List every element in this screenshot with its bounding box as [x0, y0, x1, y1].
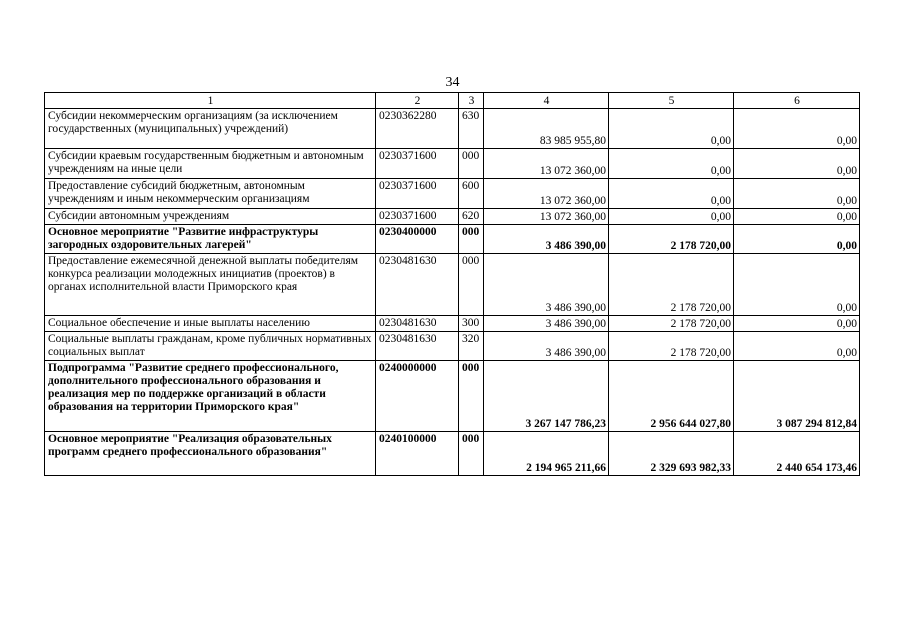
row-value-5-cell: 2 956 644 027,80 [609, 361, 734, 432]
column-header: 4 [484, 93, 609, 109]
row-value-4-cell: 2 194 965 211,66 [484, 432, 609, 476]
row-value-6-cell: 0,00 [734, 149, 860, 179]
row-code-cell: 0230371600 [376, 149, 459, 179]
row-type-cell: 000 [459, 361, 484, 432]
row-value-5-cell: 2 178 720,00 [609, 225, 734, 254]
table-header-row [45, 93, 860, 109]
row-code-cell: 0230400000 [376, 225, 459, 254]
column-header: 3 [459, 93, 484, 109]
row-value-5-cell: 2 329 693 982,33 [609, 432, 734, 476]
row-value-5-cell: 0,00 [609, 179, 734, 209]
row-value-6-cell: 0,00 [734, 332, 860, 361]
row-value-5-cell: 2 178 720,00 [609, 316, 734, 332]
row-name-cell: Социальное обеспечение и иные выплаты населению [45, 316, 376, 332]
table-row [45, 209, 860, 225]
row-type-cell: 300 [459, 316, 484, 332]
row-name-cell: Основное мероприятие "Развитие инфраструктуры загородных оздоровительных лагерей" [45, 225, 376, 254]
row-code-cell: 0230481630 [376, 316, 459, 332]
table-row [45, 316, 860, 332]
row-value-5-cell: 0,00 [609, 109, 734, 149]
row-code-cell: 0240000000 [376, 361, 459, 432]
table-row [45, 149, 860, 179]
row-value-4-cell: 3 486 390,00 [484, 254, 609, 316]
row-value-5-cell: 0,00 [609, 149, 734, 179]
row-code-cell: 0230371600 [376, 209, 459, 225]
table-row [45, 432, 860, 476]
row-code-cell: 0230362280 [376, 109, 459, 149]
row-value-6-cell: 0,00 [734, 179, 860, 209]
row-name-cell: Основное мероприятие "Реализация образовательных программ среднего профессионального образования" [45, 432, 376, 476]
row-value-4-cell: 3 486 390,00 [484, 332, 609, 361]
row-type-cell: 320 [459, 332, 484, 361]
row-value-4-cell: 83 985 955,80 [484, 109, 609, 149]
row-value-5-cell: 2 178 720,00 [609, 332, 734, 361]
column-header: 5 [609, 93, 734, 109]
row-value-6-cell: 0,00 [734, 225, 860, 254]
row-type-cell: 000 [459, 254, 484, 316]
row-name-cell: Подпрограмма "Развитие среднего профессионального, дополнительного профессионального образования и реализация мер по поддержке организаций в области образования на территории Приморского края" [45, 361, 376, 432]
row-value-4-cell: 3 267 147 786,23 [484, 361, 609, 432]
row-value-6-cell: 0,00 [734, 209, 860, 225]
row-value-6-cell: 0,00 [734, 254, 860, 316]
row-value-6-cell: 0,00 [734, 109, 860, 149]
row-type-cell: 630 [459, 109, 484, 149]
row-code-cell: 0230481630 [376, 254, 459, 316]
row-value-4-cell: 3 486 390,00 [484, 316, 609, 332]
row-value-4-cell: 13 072 360,00 [484, 149, 609, 179]
row-value-6-cell: 0,00 [734, 316, 860, 332]
row-type-cell: 000 [459, 432, 484, 476]
row-name-cell: Предоставление ежемесячной денежной выплаты победителям конкурса реализации молодежных инициатив (проектов) в органах исполнительной власти Приморского края [45, 254, 376, 316]
row-code-cell: 0230371600 [376, 179, 459, 209]
table-row [45, 225, 860, 254]
table-row [45, 361, 860, 432]
column-header: 6 [734, 93, 860, 109]
row-value-6-cell: 3 087 294 812,84 [734, 361, 860, 432]
row-value-6-cell: 2 440 654 173,46 [734, 432, 860, 476]
table-body [45, 93, 860, 476]
table-row [45, 254, 860, 316]
row-value-4-cell: 13 072 360,00 [484, 209, 609, 225]
row-name-cell: Субсидии автономным учреждениям [45, 209, 376, 225]
row-name-cell: Субсидии краевым государственным бюджетным и автономным учреждениям на иные цели [45, 149, 376, 179]
row-type-cell: 000 [459, 225, 484, 254]
row-value-4-cell: 3 486 390,00 [484, 225, 609, 254]
row-name-cell: Субсидии некоммерческим организациям (за исключением государственных (муниципальных) учреждений) [45, 109, 376, 149]
column-header: 1 [45, 93, 376, 109]
row-name-cell: Предоставление субсидий бюджетным, автономным учреждениям и иным некоммерческим организациям [45, 179, 376, 209]
row-type-cell: 600 [459, 179, 484, 209]
row-value-5-cell: 2 178 720,00 [609, 254, 734, 316]
row-type-cell: 000 [459, 149, 484, 179]
row-code-cell: 0230481630 [376, 332, 459, 361]
table-row [45, 109, 860, 149]
page-number: 34 [445, 75, 460, 90]
column-header: 2 [376, 93, 459, 109]
row-value-5-cell: 0,00 [609, 209, 734, 225]
table-row [45, 179, 860, 209]
table-row [45, 332, 860, 361]
budget-table [44, 92, 860, 476]
row-name-cell: Социальные выплаты гражданам, кроме публичных нормативных социальных выплат [45, 332, 376, 361]
row-code-cell: 0240100000 [376, 432, 459, 476]
row-type-cell: 620 [459, 209, 484, 225]
row-value-4-cell: 13 072 360,00 [484, 179, 609, 209]
